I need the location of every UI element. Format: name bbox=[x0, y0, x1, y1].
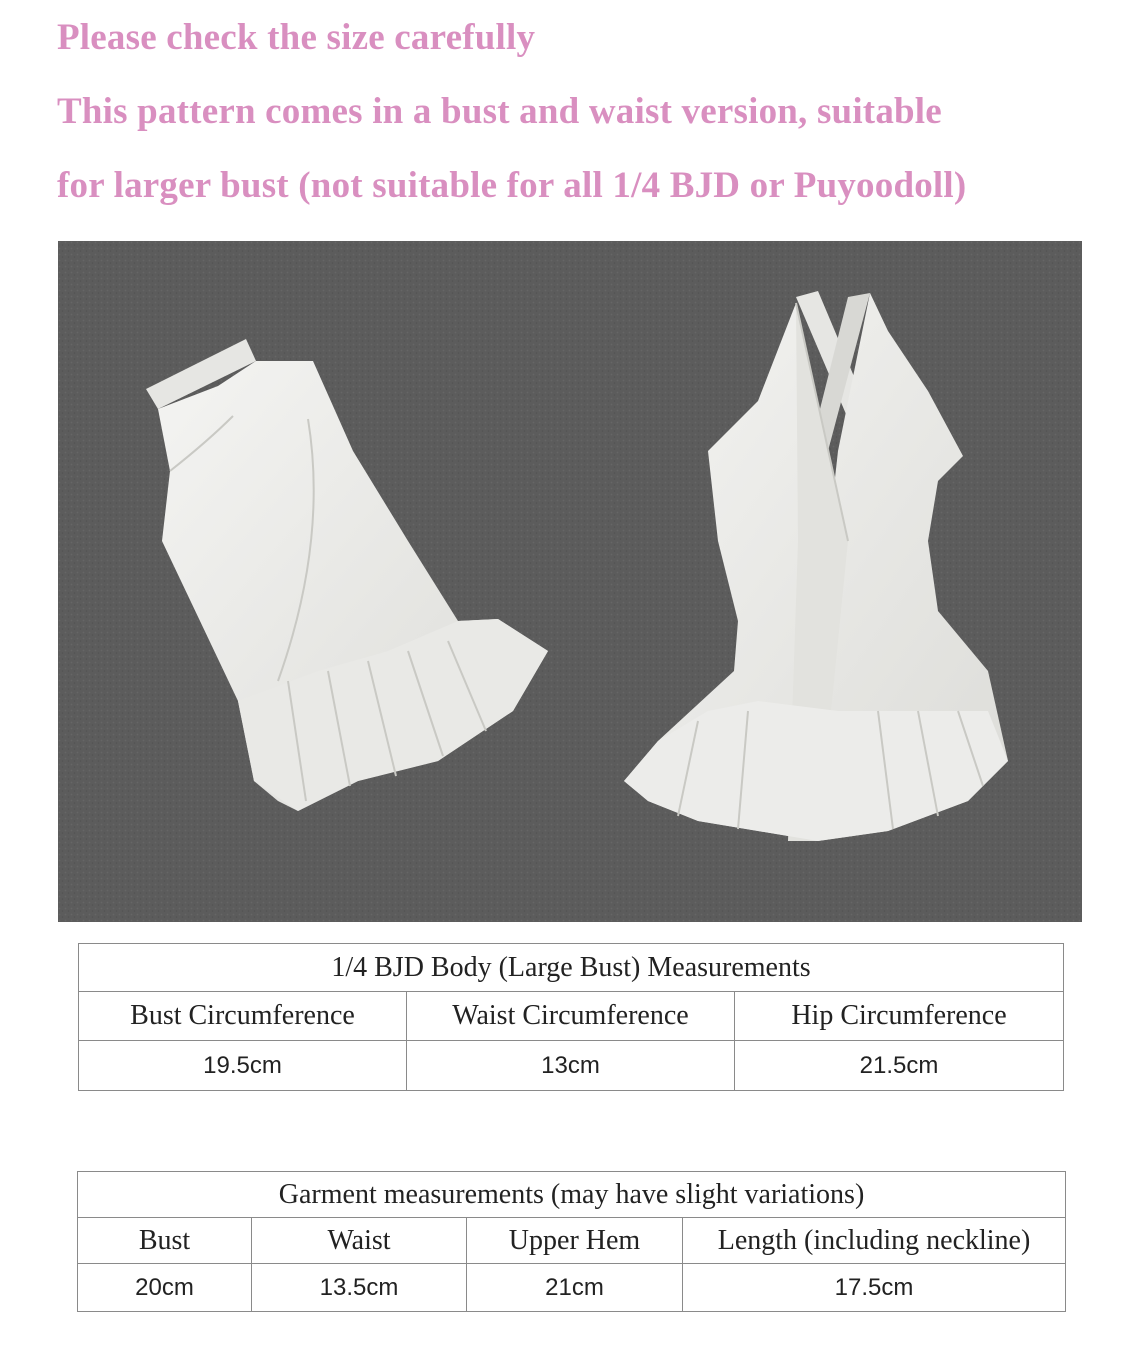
notice-line-1: Please check the size carefully bbox=[57, 17, 536, 58]
table-title-row bbox=[79, 944, 1064, 992]
header-length: Length (including neckline) bbox=[683, 1218, 1066, 1264]
header-bust: Bust bbox=[78, 1218, 252, 1264]
header-waist-circumference: Waist Circumference bbox=[407, 992, 735, 1041]
table-header-row bbox=[78, 1218, 1066, 1264]
table-row bbox=[79, 1041, 1064, 1091]
header-upper-hem: Upper Hem bbox=[467, 1218, 683, 1264]
table-header-row bbox=[79, 992, 1064, 1041]
body-table-title: 1/4 BJD Body (Large Bust) Measurements bbox=[79, 944, 1064, 992]
product-photo bbox=[58, 241, 1082, 922]
notice-line-3: for larger bust (not suitable for all 1/4 BJD or Puyoodoll) bbox=[57, 165, 967, 206]
value-bust: 20cm bbox=[78, 1264, 252, 1312]
header-waist: Waist bbox=[252, 1218, 467, 1264]
table-title-row bbox=[78, 1172, 1066, 1218]
garment-measurements-table bbox=[77, 1171, 1066, 1312]
garment-table-title: Garment measurements (may have slight variations) bbox=[78, 1172, 1066, 1218]
header-hip-circumference: Hip Circumference bbox=[735, 992, 1064, 1041]
notice-line-2: This pattern comes in a bust and waist version, suitable bbox=[57, 91, 942, 132]
value-length: 17.5cm bbox=[683, 1264, 1066, 1312]
value-upper-hem: 21cm bbox=[467, 1264, 683, 1312]
value-hip-circumference: 21.5cm bbox=[735, 1041, 1064, 1091]
body-measurements-table bbox=[78, 943, 1064, 1091]
value-waist: 13.5cm bbox=[252, 1264, 467, 1312]
table-row bbox=[78, 1264, 1066, 1312]
value-bust-circumference: 19.5cm bbox=[79, 1041, 407, 1091]
header-bust-circumference: Bust Circumference bbox=[79, 992, 407, 1041]
value-waist-circumference: 13cm bbox=[407, 1041, 735, 1091]
